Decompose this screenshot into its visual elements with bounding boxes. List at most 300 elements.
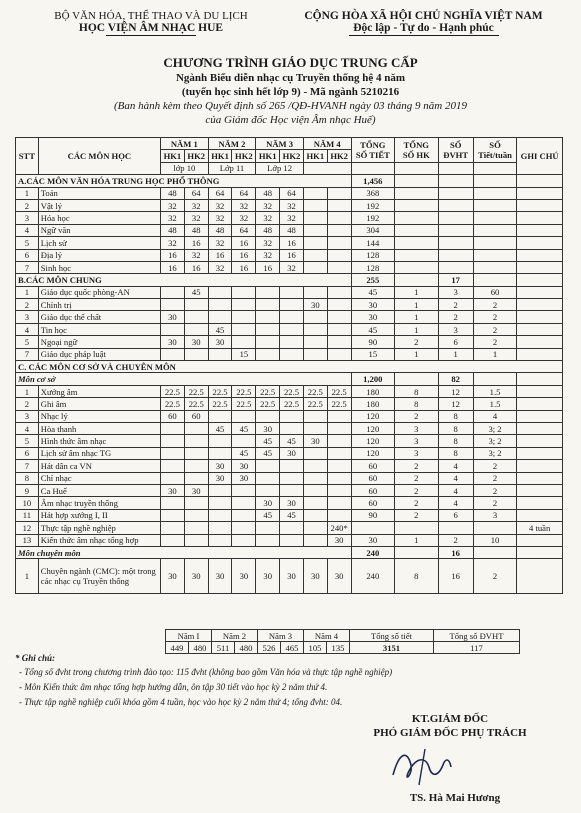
row-value [327,472,351,484]
row-hk [395,522,439,534]
row-stt: 2 [16,199,39,211]
col-hk2: HK2 [327,150,351,162]
row-subject: Chính trị [38,299,160,311]
row-tiet-tuan: 3; 2 [473,435,517,447]
table-row [16,311,563,323]
row-tiet-tuan: 2 [473,311,517,323]
row-value [303,199,327,211]
row-value: 64 [280,187,304,199]
row-value [232,286,256,298]
row-value: 22.5 [256,398,280,410]
row-stt: 7 [16,261,39,273]
row-value: 22.5 [327,398,351,410]
row-tiet: 15 [351,348,395,360]
row-tiet: 120 [351,422,395,434]
row-value: 45 [232,422,256,434]
row-hk [395,199,439,211]
row-dvht [438,212,473,224]
row-value: 45 [232,447,256,459]
row-subject: Âm nhạc truyền thống [38,497,160,509]
row-value: 30 [256,497,280,509]
row-value [184,509,208,521]
section-empty [473,373,517,385]
table-row [16,522,563,534]
row-hk: 2 [395,497,439,509]
row-value [256,286,280,298]
row-subject: Chỉ nhạc [38,472,160,484]
row-tiet-tuan: 2 [473,323,517,335]
row-value [184,460,208,472]
section-title: C. CÁC MÔN CƠ SỞ VÀ CHUYÊN MÔN [16,361,563,373]
row-value: 32 [161,237,185,249]
row-hk: 2 [395,460,439,472]
row-stt: 12 [16,522,39,534]
row-value [303,286,327,298]
table-row [16,348,563,360]
row-stt: 10 [16,497,39,509]
row-dvht [438,224,473,236]
col-nam2: NĂM 2 [208,138,256,150]
row-value [303,422,327,434]
total-nam4-label: Năm 4 [304,630,350,642]
row-value [232,336,256,348]
row-hk [395,212,439,224]
row-value: 48 [280,224,304,236]
row-value [303,509,327,521]
row-value [208,348,232,360]
table-row [16,385,563,397]
row-tiet: 45 [351,286,395,298]
row-tiet-tuan: 3 [473,509,517,521]
table-row [16,509,563,521]
row-value [161,472,185,484]
row-value: 32 [232,212,256,224]
row-tiet: 60 [351,484,395,496]
row-ghichu [517,212,563,224]
row-subject: Địa lý [38,249,160,261]
row-tiet-tuan: 2 [473,559,517,594]
row-ghichu [517,410,563,422]
row-value [161,447,185,459]
col-tong-tiet: TỔNG SỐ TIẾT [351,138,395,163]
row-stt: 13 [16,534,39,546]
row-value [161,509,185,521]
section-empty [395,373,439,385]
row-value [280,534,304,546]
row-stt: 8 [16,472,39,484]
row-value [303,336,327,348]
row-value [161,435,185,447]
row-value [327,435,351,447]
section-title: B.CÁC MÔN CHUNG [16,274,352,286]
row-hk: 1 [395,286,439,298]
row-value: 32 [280,199,304,211]
row-ghichu [517,559,563,594]
row-value: 45 [184,286,208,298]
row-subject: Thực tập nghề nghiệp [38,522,160,534]
row-dvht: 16 [438,559,473,594]
section-row [16,361,563,373]
signer-name: TS. Hà Mai Hương [409,792,501,804]
row-value [232,484,256,496]
row-stt: 9 [16,484,39,496]
col-tong-hk: TỔNG SỐ HK [395,138,439,163]
row-value [232,522,256,534]
row-tiet: 180 [351,385,395,397]
row-ghichu [517,224,563,236]
signature-role: PHÓ GIÁM ĐỐC PHỤ TRÁCH [373,727,527,739]
row-tiet [351,522,395,534]
row-value: 22.5 [161,398,185,410]
section-row [16,175,563,187]
row-value: 16 [161,261,185,273]
row-dvht: 6 [438,509,473,521]
row-value: 64 [232,224,256,236]
row-tiet-tuan [473,261,517,273]
row-value [208,497,232,509]
row-value: 32 [256,237,280,249]
col-subject: CÁC MÔN HỌC [38,138,160,175]
row-ghichu [517,336,563,348]
section-row [16,274,563,286]
issuer-line: của Giám đốc Học viện Âm nhạc Huế) [205,114,376,126]
row-ghichu [517,323,563,335]
row-value [327,261,351,273]
row-value [303,249,327,261]
section-empty [517,274,563,286]
row-dvht: 2 [438,534,473,546]
row-ghichu [517,484,563,496]
row-value [256,472,280,484]
notes-block [15,651,555,710]
row-value [232,497,256,509]
row-value: 32 [208,212,232,224]
row-value [327,299,351,311]
row-tiet: 192 [351,212,395,224]
row-value [184,422,208,434]
row-tiet-tuan: 2 [473,299,517,311]
row-value: 30 [303,559,327,594]
row-value: 16 [161,249,185,261]
row-value: 30 [256,559,280,594]
row-ghichu: 4 tuần [517,522,563,534]
row-value: 45 [208,422,232,434]
row-hk: 1 [395,311,439,323]
row-ghichu [517,311,563,323]
row-value [280,522,304,534]
ministry-header [16,10,286,36]
row-value: 30 [303,299,327,311]
row-ghichu [517,261,563,273]
row-tiet: 30 [351,299,395,311]
row-hk: 2 [395,509,439,521]
row-subject: Hình thức âm nhạc [38,435,160,447]
row-tiet: 90 [351,336,395,348]
section-empty [473,274,517,286]
row-value [327,348,351,360]
row-subject: Lịch sử âm nhạc TG [38,447,160,459]
row-tiet-tuan: 3; 2 [473,422,517,434]
section-empty [517,546,563,558]
row-dvht: 12 [438,398,473,410]
row-value [161,323,185,335]
row-dvht: 1 [438,348,473,360]
row-tiet-tuan [473,187,517,199]
row-tiet-tuan: 1.5 [473,398,517,410]
row-value [256,460,280,472]
row-dvht: 8 [438,410,473,422]
row-value: 22.5 [161,385,185,397]
row-value [208,299,232,311]
row-value: 45 [256,447,280,459]
col-hk2: HK2 [232,150,256,162]
row-tiet: 144 [351,237,395,249]
row-ghichu [517,286,563,298]
row-tiet-tuan: 2 [473,484,517,496]
row-hk: 8 [395,385,439,397]
row-value: 16 [232,249,256,261]
row-tiet: 60 [351,472,395,484]
row-subject: Chuyên ngành (CMC): một trong các nhạc cụ Truyền thống [38,559,160,594]
row-value: 22.5 [303,398,327,410]
row-value: 32 [280,261,304,273]
total-value: 135 [327,642,350,654]
row-value: 30 [184,559,208,594]
row-value [184,522,208,534]
row-stt: 4 [16,323,39,335]
section-empty [473,175,517,187]
row-dvht: 4 [438,460,473,472]
total-value: 480 [189,642,212,654]
row-value: 32 [256,249,280,261]
section-empty [517,373,563,385]
section-total-tiet: 255 [351,274,395,286]
row-tiet-tuan: 3; 2 [473,447,517,459]
row-tiet: 60 [351,497,395,509]
row-tiet: 45 [351,323,395,335]
row-value [161,422,185,434]
row-hk [395,187,439,199]
row-value [184,435,208,447]
section-total-dvht: 82 [438,373,473,385]
row-ghichu [517,460,563,472]
row-value [303,323,327,335]
row-value [327,410,351,422]
row-subject: Tin học [38,323,160,335]
row-value: 30 [232,460,256,472]
row-value [280,311,304,323]
row-value: 30 [208,460,232,472]
row-subject: Giáo dục quốc phòng-AN [38,286,160,298]
col-hk1: HK1 [161,150,185,162]
section-row [16,373,563,385]
row-value [232,410,256,422]
row-hk: 1 [395,299,439,311]
row-value: 45 [256,435,280,447]
row-value [303,447,327,459]
row-value: 32 [232,199,256,211]
note-item: - Thực tập nghề nghiệp cuối khóa gồm 4 tuần, học vào học kỳ 2 năm thứ 4; tổng đvht: 04. [19,697,343,707]
row-value [161,348,185,360]
row-stt: 6 [16,249,39,261]
row-value: 32 [256,212,280,224]
grade-10: lớp 10 [161,162,209,174]
row-value: 32 [280,212,304,224]
row-tiet-tuan [473,237,517,249]
table-row [16,435,563,447]
row-value: 30 [256,422,280,434]
row-hk: 8 [395,559,439,594]
total-value: 105 [304,642,327,654]
row-tiet: 120 [351,410,395,422]
row-value [303,522,327,534]
row-value [256,348,280,360]
row-tiet-tuan: 4 [473,410,517,422]
section-total-tiet: 240 [351,546,395,558]
row-dvht [438,187,473,199]
table-row [16,199,563,211]
row-value [208,484,232,496]
row-subject: Sinh học [38,261,160,273]
row-value: 30 [327,559,351,594]
ministry-name: BỘ VĂN HÓA, THỂ THAO VÀ DU LỊCH [54,10,248,22]
row-tiet: 304 [351,224,395,236]
row-value [327,484,351,496]
row-value: 48 [256,224,280,236]
row-value [184,311,208,323]
row-subject: Toán [38,187,160,199]
row-tiet-tuan [473,522,517,534]
row-value: 22.5 [280,385,304,397]
grade-11: Lớp 11 [208,162,256,174]
row-value [280,422,304,434]
row-value: 60 [161,410,185,422]
row-value [303,224,327,236]
row-value [280,336,304,348]
total-nam3-label: Năm 3 [258,630,304,642]
row-value: 30 [303,435,327,447]
row-value: 32 [161,212,185,224]
row-value: 45 [280,435,304,447]
row-value: 22.5 [208,398,232,410]
row-tiet-tuan: 1.5 [473,385,517,397]
total-value: 526 [258,642,281,654]
row-stt: 5 [16,237,39,249]
row-tiet: 60 [351,460,395,472]
row-value: 30 [208,336,232,348]
table-row [16,410,563,422]
table-row [16,261,563,273]
row-stt: 3 [16,311,39,323]
row-stt: 5 [16,435,39,447]
row-value [184,299,208,311]
row-value [303,460,327,472]
col-stt: STT [16,138,39,175]
row-value: 22.5 [184,398,208,410]
row-tiet-tuan: 2 [473,497,517,509]
row-tiet-tuan [473,212,517,224]
row-hk: 3 [395,435,439,447]
row-dvht: 3 [438,323,473,335]
note-item: - Tổng số đvht trong chương trình đào tạo: 115 đvht (không bao gồm Văn hóa và thực tập nghề nghiệp) [19,667,393,677]
row-value [232,311,256,323]
signature-block [340,712,560,740]
table-row [16,472,563,484]
row-dvht [438,249,473,261]
row-value [303,187,327,199]
table-row [16,237,563,249]
row-ghichu [517,534,563,546]
header-underline-left [106,35,196,36]
row-tiet-tuan: 2 [473,472,517,484]
row-dvht: 4 [438,472,473,484]
row-value: 30 [232,472,256,484]
row-value: 30 [184,484,208,496]
row-ghichu [517,509,563,521]
row-dvht: 2 [438,311,473,323]
total-value: 480 [235,642,258,654]
row-stt: 1 [16,187,39,199]
section-title: Môn chuyên môn [16,546,352,558]
row-ghichu [517,249,563,261]
row-value: 48 [208,224,232,236]
total-nam1-label: Năm I [166,630,212,642]
row-value: 48 [161,187,185,199]
row-subject: Ngoại ngữ [38,336,160,348]
row-value: 22.5 [232,398,256,410]
row-value [232,435,256,447]
row-value [303,497,327,509]
row-value [327,323,351,335]
col-nam1: NĂM 1 [161,138,209,150]
row-subject: Hòa thanh [38,422,160,434]
section-total-tiet: 1,200 [351,373,395,385]
row-value [208,435,232,447]
col-hk1: HK1 [208,150,232,162]
row-tiet: 192 [351,199,395,211]
total-value: 449 [166,642,189,654]
decision-line: (Ban hành kèm theo Quyết định số 265 /QĐ-HVANH ngày 03 tháng 9 năm 2019 [114,100,467,112]
section-empty [473,546,517,558]
row-value: 30 [161,559,185,594]
row-value [256,299,280,311]
document-title-block [0,55,581,127]
row-value: 30 [232,559,256,594]
country-name: CỘNG HÒA XÃ HỘI CHỦ NGHĨA VIỆT NAM [304,10,543,22]
table-row [16,336,563,348]
row-value [184,323,208,335]
row-value [256,522,280,534]
row-stt: 7 [16,348,39,360]
row-hk [395,237,439,249]
row-value [280,323,304,335]
row-value: 64 [208,187,232,199]
row-ghichu [517,348,563,360]
table-row [16,559,563,594]
row-value: 22.5 [280,398,304,410]
row-hk: 2 [395,410,439,422]
total-value: 511 [212,642,235,654]
row-subject: Hóa học [38,212,160,224]
row-value: 45 [208,323,232,335]
row-value: 30 [161,484,185,496]
row-value: 16 [256,261,280,273]
row-value: 32 [161,199,185,211]
row-hk [395,224,439,236]
national-header [286,10,561,36]
row-value: 22.5 [232,385,256,397]
row-dvht [438,199,473,211]
